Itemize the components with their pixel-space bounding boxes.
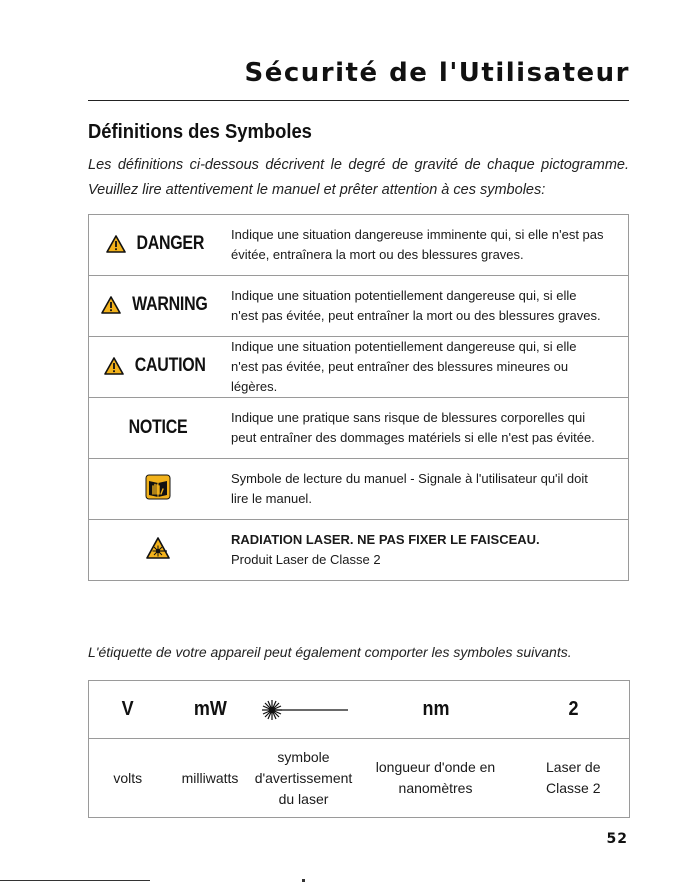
page-title: Sécurité de l'Utilisateur xyxy=(244,58,630,88)
danger-label: DANGER xyxy=(136,232,204,254)
symbol-definitions-table xyxy=(88,214,629,581)
laser-beam-icon xyxy=(254,681,354,739)
symbol-description: Symbole de lecture du manuel - Signale à l'utilisateur qu'il doit lire le manuel. xyxy=(227,459,629,520)
symbol-description: Indique une pratique sans risque de blessures corporelles qui peut entraîner des dommages matériels si elle n'est pas évitée. xyxy=(227,398,629,459)
laser-radiation-warning: RADIATION LASER. NE PAS FIXER LE FAISCEAU. xyxy=(231,532,540,547)
unit-symbols-table xyxy=(88,680,630,818)
unit-symbol-volts: V xyxy=(121,698,134,720)
label-note: L'étiquette de votre appareil peut également comporter les symboles suivants. xyxy=(88,644,572,660)
page-number: 52 xyxy=(606,831,628,847)
warning-triangle-icon xyxy=(106,235,126,253)
footer-divider xyxy=(0,880,150,881)
notice-label: NOTICE xyxy=(128,417,188,438)
symbol-description: Indique une situation potentiellement dangereuse qui, si elle n'est pas évitée, peut entraîner la mort ou des blessures graves. xyxy=(227,276,629,337)
symbol-cell xyxy=(89,276,228,337)
table-row xyxy=(89,276,629,337)
caution-label: CAUTION xyxy=(134,354,206,376)
intro-paragraph: Les définitions ci-dessous décrivent le degré de gravité de chaque pictogramme. Veuillez lire attentivement le manuel et prêter attention à ces symboles: xyxy=(88,157,629,198)
laser-class-text: Produit Laser de Classe 2 xyxy=(231,552,381,567)
section-heading: Définitions des Symboles xyxy=(88,121,312,143)
unit-meaning: Laser de Classe 2 xyxy=(546,759,601,796)
symbol-cell xyxy=(89,215,228,276)
symbol-cell xyxy=(89,337,228,398)
table-row xyxy=(89,459,629,520)
table-row xyxy=(89,739,630,818)
symbol-description: Indique une situation dangereuse imminente qui, si elle n'est pas évitée, entraînera la mort ou des blessures graves. xyxy=(227,215,629,276)
unit-symbol-milliwatts: mW xyxy=(193,698,227,720)
unit-symbol-nanometers: nm xyxy=(422,698,449,720)
read-manual-icon xyxy=(145,474,171,500)
table-row xyxy=(89,337,629,398)
symbol-cell xyxy=(89,459,228,520)
warning-triangle-icon xyxy=(104,357,124,375)
symbol-cell xyxy=(89,520,228,581)
symbol-cell xyxy=(89,398,228,459)
laser-warning-icon xyxy=(146,537,170,559)
symbol-description: Indique une situation potentiellement dangereuse qui, si elle n'est pas évitée, peut entraîner des blessures mineures ou légères. xyxy=(227,337,629,398)
unit-symbol-class: 2 xyxy=(568,698,579,720)
unit-meaning: longueur d'onde en nanomètres xyxy=(375,759,496,796)
unit-meaning: milliwatts xyxy=(181,769,239,786)
unit-meaning: volts xyxy=(113,769,143,786)
table-row xyxy=(89,398,629,459)
warning-label: WARNING xyxy=(132,293,208,315)
symbol-description xyxy=(227,520,629,581)
warning-triangle-icon xyxy=(101,296,121,314)
table-row xyxy=(89,215,629,276)
table-row xyxy=(89,520,629,581)
footer-mark xyxy=(302,879,305,882)
title-divider xyxy=(88,100,629,101)
unit-meaning: symbole d'avertissement du laser xyxy=(254,748,353,807)
table-row xyxy=(89,681,630,739)
